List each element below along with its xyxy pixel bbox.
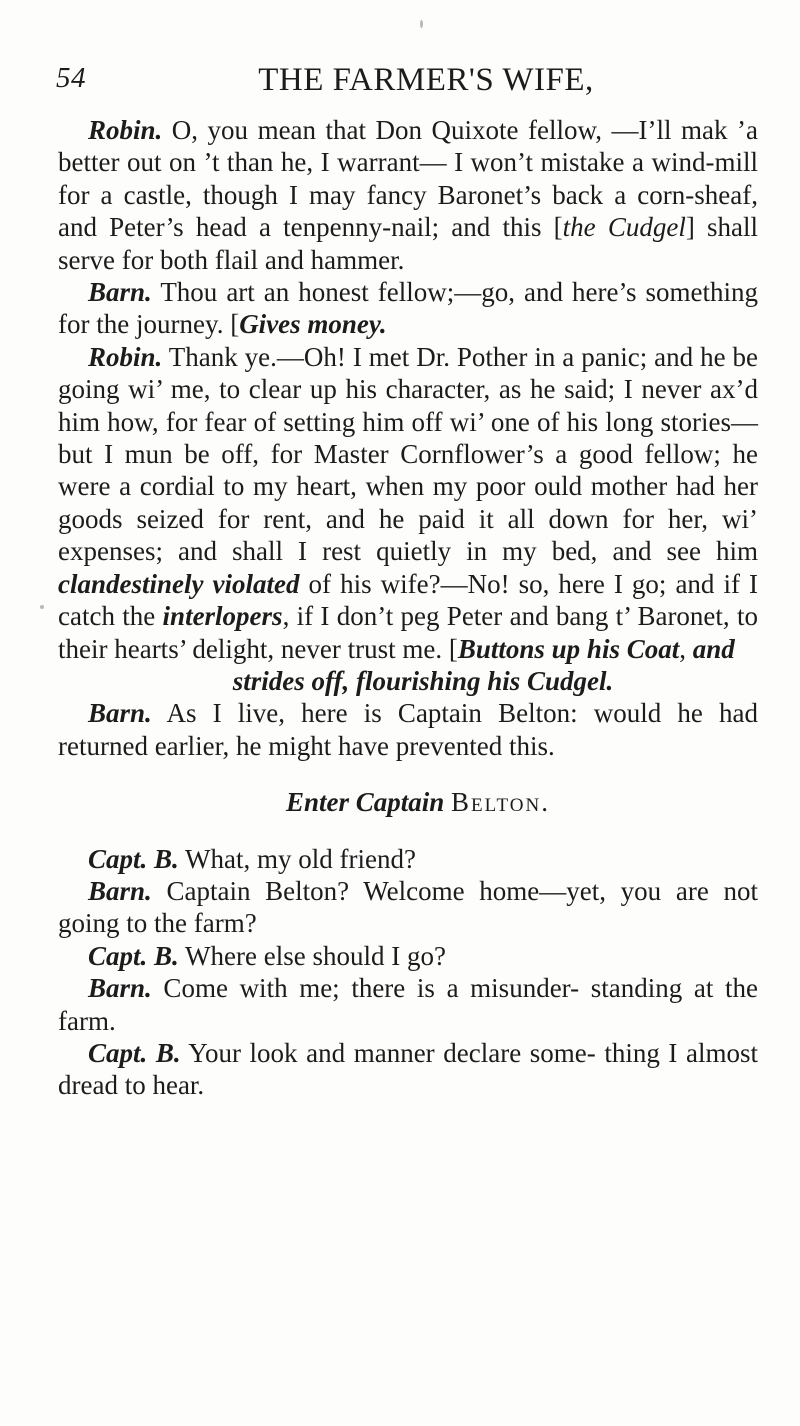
speech-robin-2 [58,341,758,665]
paper-speck [40,605,44,609]
speech-text: , if I don’t peg Peter and bang t’ Baronet, to their hearts’ delight, never trust me. [ [58,601,758,664]
speech-text: Where else should I go? [178,940,446,971]
speech-capt-1 [58,843,758,875]
speech-capt-2 [58,940,758,972]
speech-text: As I live, here is Captain Belton: would he had returned earlier, he might have prevented this. [58,698,758,761]
emphasis-text: interlopers [162,601,283,632]
paper-speck [420,20,423,28]
enter-direction [58,786,758,818]
speech-text: of his wife?—No! so, here I go; and if I catch the [58,568,758,632]
page-number: 54 [56,62,86,94]
stage-direction: Buttons up his Coat [457,633,680,664]
speech-text: Captain Belton? Welcome home—yet, you are not going to the farm? [58,875,758,939]
speaker-name: Barn. [88,698,152,729]
play-text [58,114,758,1102]
speech-barn-2 [58,697,758,762]
stage-direction: the Cudgel [562,212,686,243]
speech-text: What, my old friend? [178,843,416,874]
speaker-name: Robin. [88,341,163,372]
speech-barn-3 [58,875,758,940]
speech-text: Come with me; there is a misunder- standing at the farm. [58,973,758,1036]
stage-direction: and [692,633,735,664]
speech-robin-1 [58,114,758,276]
speaker-name: Robin. [88,115,163,145]
stage-direction-exit [58,665,758,697]
speech-text: Thank ye.—Oh! I met Dr. Pother in a panic; and he be going wi’ me, to clear up his character, as he said; I never ax’d him how, for fear of setting him off wi’ one of his long stories— but I mun be off, for Master Cornflower’s a good fellow; he were a cordial to my heart, when my poor ould mother had her goods seized for rent, and he paid it all down for her, wi’ expenses; and shall I rest quietly in my bed, and see him [58,341,758,567]
stage-direction: Gives money. [239,309,387,340]
speech-barn-4 [58,972,758,1037]
stage-direction: flourishing his Cudgel. [355,665,614,696]
emphasis-text: clandestinely violated [58,568,300,599]
speaker-name: Barn. [88,277,152,308]
speech-text: Your look and manner declare some- thing I almost dread to hear. [58,1037,758,1101]
speaker-name: Barn. [88,875,152,906]
character-name: Belton. [451,787,550,818]
speech-text: Thou art an honest fellow;—go, and here’s something for the journey. [ [58,277,758,340]
speaker-name: Capt. B. [88,1037,181,1068]
page-header [56,62,756,102]
speech-text: , [679,633,693,664]
speech-capt-3 [58,1037,758,1102]
running-title: THE FARMER'S WIFE, [258,62,594,98]
speaker-name: Capt. B. [88,843,179,874]
stage-direction-punct: , [342,665,356,696]
stage-direction: strides off [232,665,343,696]
speaker-name: Barn. [88,973,152,1004]
speaker-name: Capt. B. [88,940,179,971]
speech-text: O, you mean that Don Quixote fellow, —I’ll mak ’a better out on ’t than he, I warrant— I won’t mistake a wind-mill for a castle, though I may fancy Baronet’s back a corn-sheaf, and Peter’s head a tenpenny-nail; and this [ [58,115,758,243]
speech-barn-1 [58,276,758,341]
enter-label: Enter Captain [286,787,445,818]
speech-text: ] shall serve for both flail and hammer. [58,212,758,275]
